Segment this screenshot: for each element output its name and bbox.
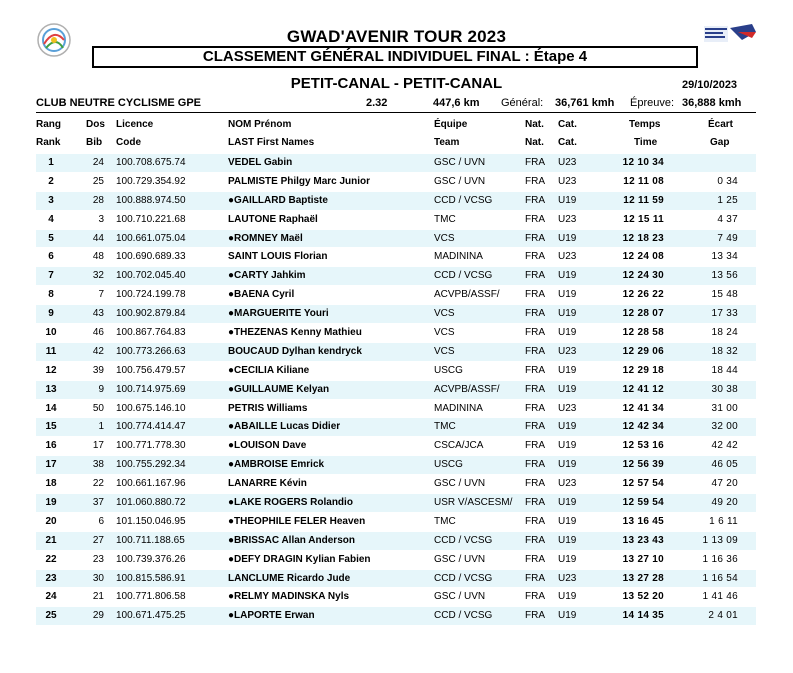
licence-cell: 100.755.292.34 xyxy=(116,459,186,471)
rider-name-cell: ●THEZENAS Kenny Mathieu xyxy=(228,327,362,339)
col-rank-en: Rank xyxy=(36,137,61,148)
stage-route: PETIT-CANAL - PETIT-CANAL xyxy=(290,75,503,92)
col-licence-en: Code xyxy=(116,137,141,148)
time-cell: 13 52 20 xyxy=(622,591,664,603)
licence-cell: 100.690.689.33 xyxy=(116,251,186,263)
team-cell: TMC xyxy=(434,515,456,527)
licence-cell: 100.739.376.26 xyxy=(116,553,186,565)
team-cell: VCS xyxy=(434,232,455,244)
rider-name-cell: ●GUILLAUME Kelyan xyxy=(228,383,330,395)
bib-cell: 39 xyxy=(92,364,104,376)
rank-cell: 12 xyxy=(45,364,57,376)
category-cell: U23 xyxy=(558,478,577,490)
event-speed-value: 36,888 kmh xyxy=(682,97,742,109)
rank-cell: 20 xyxy=(45,515,57,527)
category-cell: U19 xyxy=(558,308,577,320)
rank-cell: 16 xyxy=(45,440,57,452)
time-cell: 12 56 39 xyxy=(622,459,664,471)
category-cell: U19 xyxy=(558,515,577,527)
licence-cell: 100.756.479.57 xyxy=(116,364,186,376)
licence-cell: 100.771.806.58 xyxy=(116,591,186,603)
nationality-cell: FRA xyxy=(525,383,545,395)
team-cell: CCD / VCSG xyxy=(434,610,493,622)
bib-cell: 43 xyxy=(92,308,104,320)
nationality-cell: FRA xyxy=(525,175,545,187)
col-licence-fr: Licence xyxy=(116,119,154,130)
team-cell: USCG xyxy=(434,459,463,471)
category-cell: U19 xyxy=(558,421,577,433)
table-row xyxy=(36,173,756,192)
category-cell: U19 xyxy=(558,440,577,452)
table-row xyxy=(36,607,756,626)
time-cell: 12 24 30 xyxy=(622,270,664,282)
gap-cell: 42 42 xyxy=(711,440,738,452)
nationality-cell: FRA xyxy=(525,327,545,339)
bib-cell: 38 xyxy=(92,459,104,471)
time-cell: 12 41 12 xyxy=(622,383,664,395)
col-nat-fr: Nat. xyxy=(525,119,544,130)
bib-cell: 30 xyxy=(92,572,104,584)
licence-cell: 100.710.221.68 xyxy=(116,213,186,225)
licence-cell: 100.815.586.91 xyxy=(116,572,186,584)
rider-name-cell: ●RELMY MADINSKA Nyls xyxy=(228,591,350,603)
rider-name-cell: LAUTONE Raphaël xyxy=(228,213,318,225)
bib-cell: 28 xyxy=(92,194,104,206)
table-row xyxy=(36,400,756,419)
gap-cell: 1 13 09 xyxy=(702,534,738,546)
rank-cell: 15 xyxy=(45,421,57,433)
category-cell: U19 xyxy=(558,364,577,376)
gap-cell: 1 6 11 xyxy=(709,515,738,527)
nationality-cell: FRA xyxy=(525,591,545,603)
col-gap-en: Gap xyxy=(710,137,730,148)
licence-cell: 101.150.046.95 xyxy=(116,515,186,527)
licence-cell: 100.708.675.74 xyxy=(116,157,186,168)
licence-cell: 100.661.167.96 xyxy=(116,478,186,490)
team-cell: USR V/ASCESM/ xyxy=(434,497,513,509)
bib-cell: 48 xyxy=(92,251,104,263)
licence-cell: 100.711.188.65 xyxy=(116,534,185,546)
table-row xyxy=(36,362,756,381)
rank-cell: 5 xyxy=(48,232,54,244)
header-divider xyxy=(36,112,756,113)
rider-name-cell: ●ABAILLE Lucas Didier xyxy=(228,421,341,433)
gap-cell: 1 16 54 xyxy=(702,572,738,584)
rank-cell: 13 xyxy=(45,383,57,395)
nationality-cell: FRA xyxy=(525,157,545,168)
bib-cell: 44 xyxy=(92,232,104,244)
bib-cell: 46 xyxy=(92,327,104,339)
gap-cell: 15 48 xyxy=(711,289,738,301)
rank-cell: 11 xyxy=(45,345,57,357)
nationality-cell: FRA xyxy=(525,440,545,452)
time-cell: 12 29 06 xyxy=(622,345,664,357)
time-cell: 12 59 54 xyxy=(622,497,664,509)
rider-name-cell: ●GAILLARD Baptiste xyxy=(228,194,328,206)
nationality-cell: FRA xyxy=(525,553,545,565)
rider-name-cell: ●LAPORTE Erwan xyxy=(228,610,315,622)
table-row xyxy=(36,418,756,437)
nationality-cell: FRA xyxy=(525,610,545,622)
col-bib-en: Bib xyxy=(86,137,103,148)
bib-cell: 6 xyxy=(98,515,104,527)
team-cell: CCD / VCSG xyxy=(434,534,493,546)
gap-cell: 2 4 01 xyxy=(708,610,738,622)
category-cell: U19 xyxy=(558,610,577,622)
table-row xyxy=(36,267,756,286)
category-cell: U19 xyxy=(558,270,577,282)
gap-cell: 1 41 46 xyxy=(702,591,738,603)
column-header-fr xyxy=(36,119,756,133)
team-cell: GSC / UVN xyxy=(434,157,486,168)
column-header-en xyxy=(36,137,756,151)
licence-cell: 100.661.075.04 xyxy=(116,232,186,244)
gap-cell: 46 05 xyxy=(711,459,738,471)
time-cell: 12 11 08 xyxy=(623,175,664,187)
category-cell: U19 xyxy=(558,194,577,206)
table-row xyxy=(36,475,756,494)
gap-cell: 17 33 xyxy=(711,308,738,320)
category-cell: U19 xyxy=(558,534,577,546)
col-team-fr: Équipe xyxy=(434,119,468,130)
time-cell: 14 14 35 xyxy=(622,610,664,622)
rank-cell: 9 xyxy=(48,308,54,320)
rank-cell: 14 xyxy=(45,402,57,414)
bib-cell: 17 xyxy=(92,440,104,452)
team-cell: VCS xyxy=(434,327,455,339)
licence-cell: 101.060.880.72 xyxy=(116,497,186,509)
time-cell: 12 24 08 xyxy=(622,251,664,263)
general-speed-label: Général: xyxy=(501,97,544,109)
bib-cell: 27 xyxy=(92,534,104,546)
nationality-cell: FRA xyxy=(525,251,545,263)
team-cell: VCS xyxy=(434,345,455,357)
col-gap-fr: Écart xyxy=(708,119,734,130)
rank-cell: 10 xyxy=(45,327,57,339)
classification-subtitle: CLASSEMENT GÉNÉRAL INDIVIDUEL FINAL : Étape 4 xyxy=(92,46,698,68)
race-number: 2.32 xyxy=(366,97,388,109)
gap-cell: 0 34 xyxy=(717,175,738,187)
table-row xyxy=(36,324,756,343)
nationality-cell: FRA xyxy=(525,515,545,527)
table-row xyxy=(36,248,756,267)
race-date: 29/10/2023 xyxy=(682,79,738,91)
table-row xyxy=(36,286,756,305)
category-cell: U19 xyxy=(558,383,577,395)
licence-cell: 100.902.879.84 xyxy=(116,308,186,320)
category-cell: U19 xyxy=(558,327,577,339)
rider-name-cell: ●ROMNEY Maël xyxy=(228,232,303,244)
category-cell: U23 xyxy=(558,402,577,414)
bib-cell: 7 xyxy=(98,289,104,301)
category-cell: U19 xyxy=(558,553,577,565)
rider-name-cell: LANCLUME Ricardo Jude xyxy=(228,572,351,584)
bib-cell: 32 xyxy=(92,270,104,282)
col-time-fr: Temps xyxy=(629,119,661,130)
licence-cell: 100.867.764.83 xyxy=(116,327,186,339)
time-cell: 13 23 43 xyxy=(622,534,664,546)
bib-cell: 37 xyxy=(92,497,104,509)
race-info-bar xyxy=(36,97,756,112)
gap-cell: 18 32 xyxy=(711,345,738,357)
time-cell: 13 27 10 xyxy=(622,553,664,565)
bib-cell: 9 xyxy=(98,383,104,395)
time-cell: 12 15 11 xyxy=(623,213,664,225)
licence-cell: 100.675.146.10 xyxy=(116,402,186,414)
rank-cell: 21 xyxy=(45,534,57,546)
rank-cell: 19 xyxy=(45,497,57,509)
team-cell: VCS xyxy=(434,308,455,320)
licence-cell: 100.714.975.69 xyxy=(116,383,186,395)
team-cell: CCD / VCSG xyxy=(434,194,493,206)
rider-name-cell: PALMISTE Philgy Marc Junior xyxy=(228,175,371,187)
team-cell: ACVPB/ASSF/ xyxy=(434,383,500,395)
nationality-cell: FRA xyxy=(525,345,545,357)
nationality-cell: FRA xyxy=(525,232,545,244)
nationality-cell: FRA xyxy=(525,194,545,206)
licence-cell: 100.702.045.40 xyxy=(116,270,186,282)
bib-cell: 23 xyxy=(92,553,104,565)
team-cell: GSC / UVN xyxy=(434,591,486,603)
gap-cell: 30 38 xyxy=(711,383,738,395)
gap-cell: 13 56 xyxy=(711,270,738,282)
table-row xyxy=(36,192,756,211)
rank-cell: 8 xyxy=(48,289,54,301)
time-cell: 12 26 22 xyxy=(622,289,664,301)
total-distance: 447,6 km xyxy=(433,97,480,109)
table-row xyxy=(36,305,756,324)
category-cell: U23 xyxy=(558,157,577,168)
team-cell: TMC xyxy=(434,421,456,433)
rider-name-cell: ●BAENA Cyril xyxy=(228,289,295,301)
team-cell: CSCA/JCA xyxy=(434,440,484,452)
col-bib-fr: Dos xyxy=(86,119,105,130)
rider-name-cell: ●CARTY Jahkim xyxy=(228,270,306,282)
gap-cell: 1 25 xyxy=(717,194,738,206)
team-cell: GSC / UVN xyxy=(434,478,486,490)
col-name-en: LAST First Names xyxy=(228,137,315,148)
team-cell: CCD / VCSG xyxy=(434,270,493,282)
table-row xyxy=(36,588,756,607)
rider-name-cell: ●DEFY DRAGIN Kylian Fabien xyxy=(228,553,371,565)
nationality-cell: FRA xyxy=(525,478,545,490)
col-cat-en: Cat. xyxy=(558,137,577,148)
category-cell: U19 xyxy=(558,289,577,301)
rank-cell: 2 xyxy=(48,175,54,187)
gap-cell: 7 49 xyxy=(717,232,738,244)
time-cell: 12 10 34 xyxy=(622,157,664,168)
licence-cell: 100.888.974.50 xyxy=(116,194,186,206)
licence-cell: 100.671.475.25 xyxy=(116,610,186,622)
rider-name-cell: SAINT LOUIS Florian xyxy=(228,251,328,263)
gap-cell: 31 00 xyxy=(711,402,738,414)
page-title: GWAD'AVENIR TOUR 2023 xyxy=(286,27,507,46)
rank-cell: 22 xyxy=(45,553,57,565)
time-cell: 12 42 34 xyxy=(622,421,664,433)
bib-cell: 29 xyxy=(92,610,104,622)
table-row xyxy=(36,494,756,513)
table-row xyxy=(36,437,756,456)
team-cell: MADININA xyxy=(434,402,483,414)
bib-cell: 1 xyxy=(98,421,104,433)
team-cell: MADININA xyxy=(434,251,483,263)
col-name-fr: NOM Prénom xyxy=(228,119,292,130)
gap-cell: 18 24 xyxy=(711,327,738,339)
gap-cell: 32 00 xyxy=(711,421,738,433)
nationality-cell: FRA xyxy=(525,459,545,471)
table-row xyxy=(36,551,756,570)
nationality-cell: FRA xyxy=(525,497,545,509)
table-row xyxy=(36,513,756,532)
rider-name-cell: ●CECILIA Kiliane xyxy=(228,364,310,376)
rider-name-cell: ●THEOPHILE FELER Heaven xyxy=(228,515,366,527)
col-rank-fr: Rang xyxy=(36,119,61,130)
time-cell: 12 29 18 xyxy=(622,364,664,376)
gap-cell: 47 20 xyxy=(711,478,738,490)
category-cell: U23 xyxy=(558,213,577,225)
event-speed-label: Épreuve: xyxy=(630,97,675,109)
results-table xyxy=(36,154,756,626)
bib-cell: 22 xyxy=(92,478,104,490)
table-row xyxy=(36,381,756,400)
bib-cell: 25 xyxy=(92,175,104,187)
gap-cell: 13 34 xyxy=(711,251,738,263)
time-cell: 13 27 28 xyxy=(622,572,664,584)
time-cell: 12 18 23 xyxy=(622,232,664,244)
gap-cell: 18 44 xyxy=(711,364,738,376)
rank-cell: 25 xyxy=(45,610,57,622)
licence-cell: 100.724.199.78 xyxy=(116,289,186,301)
team-cell: GSC / UVN xyxy=(434,175,486,187)
category-cell: U23 xyxy=(558,175,577,187)
nationality-cell: FRA xyxy=(525,402,545,414)
table-row xyxy=(36,456,756,475)
rank-cell: 4 xyxy=(48,213,54,225)
table-row xyxy=(36,532,756,551)
nationality-cell: FRA xyxy=(525,421,545,433)
licence-cell: 100.771.778.30 xyxy=(116,440,186,452)
rank-cell: 3 xyxy=(48,194,54,206)
rider-name-cell: ●AMBROISE Emrick xyxy=(228,459,325,471)
team-cell: GSC / UVN xyxy=(434,553,486,565)
team-cell: USCG xyxy=(434,364,463,376)
rider-name-cell: BOUCAUD Dylhan kendryck xyxy=(228,345,362,357)
table-row xyxy=(36,154,756,173)
rank-cell: 24 xyxy=(45,591,57,603)
table-row xyxy=(36,570,756,589)
rider-name-cell: ●MARGUERITE Youri xyxy=(228,308,329,320)
table-row xyxy=(36,211,756,230)
nationality-cell: FRA xyxy=(525,572,545,584)
col-time-en: Time xyxy=(634,137,658,148)
nationality-cell: FRA xyxy=(525,289,545,301)
bib-cell: 24 xyxy=(92,157,104,168)
table-row xyxy=(36,343,756,362)
col-team-en: Team xyxy=(434,137,460,148)
bib-cell: 21 xyxy=(92,591,104,603)
rider-name-cell: LANARRE Kévin xyxy=(228,478,307,490)
rank-cell: 23 xyxy=(45,572,57,584)
club-name: CLUB NEUTRE CYCLISME GPE xyxy=(36,97,202,109)
team-cell: CCD / VCSG xyxy=(434,572,493,584)
team-cell: ACVPB/ASSF/ xyxy=(434,289,500,301)
licence-cell: 100.773.266.63 xyxy=(116,345,186,357)
nationality-cell: FRA xyxy=(525,213,545,225)
rider-name-cell: ●LOUISON Dave xyxy=(228,440,307,452)
nationality-cell: FRA xyxy=(525,270,545,282)
nationality-cell: FRA xyxy=(525,308,545,320)
rider-name-cell: ●BRISSAC Allan Anderson xyxy=(228,534,355,546)
bib-cell: 50 xyxy=(92,402,104,414)
licence-cell: 100.729.354.92 xyxy=(116,175,186,187)
time-cell: 13 16 45 xyxy=(622,515,664,527)
table-row xyxy=(36,230,756,249)
category-cell: U19 xyxy=(558,497,577,509)
rank-cell: 7 xyxy=(48,270,54,282)
rank-cell: 17 xyxy=(45,459,57,471)
category-cell: U19 xyxy=(558,459,577,471)
col-cat-fr: Cat. xyxy=(558,119,577,130)
general-speed-value: 36,761 kmh xyxy=(555,97,615,109)
rider-name-cell: PETRIS Williams xyxy=(228,402,308,414)
gap-cell: 4 37 xyxy=(717,213,738,225)
bib-cell: 42 xyxy=(92,345,104,357)
rank-cell: 1 xyxy=(48,157,54,168)
category-cell: U19 xyxy=(558,591,577,603)
time-cell: 12 11 59 xyxy=(623,194,664,206)
gap-cell: 1 16 36 xyxy=(702,553,738,565)
nationality-cell: FRA xyxy=(525,364,545,376)
category-cell: U23 xyxy=(558,572,577,584)
gap-cell: 49 20 xyxy=(711,497,738,509)
bib-cell: 3 xyxy=(98,213,104,225)
time-cell: 12 41 34 xyxy=(622,402,664,414)
time-cell: 12 28 07 xyxy=(622,308,664,320)
category-cell: U19 xyxy=(558,232,577,244)
time-cell: 12 53 16 xyxy=(622,440,664,452)
nationality-cell: FRA xyxy=(525,534,545,546)
rank-cell: 6 xyxy=(48,251,54,263)
rank-cell: 18 xyxy=(45,478,57,490)
rider-name-cell: VEDEL Gabin xyxy=(228,157,293,168)
time-cell: 12 28 58 xyxy=(622,327,664,339)
rider-name-cell: ●LAKE ROGERS Rolandio xyxy=(228,497,353,509)
category-cell: U23 xyxy=(558,251,577,263)
category-cell: U23 xyxy=(558,345,577,357)
col-nat-en: Nat. xyxy=(525,137,544,148)
team-cell: TMC xyxy=(434,213,456,225)
licence-cell: 100.774.414.47 xyxy=(116,421,186,433)
time-cell: 12 57 54 xyxy=(622,478,664,490)
